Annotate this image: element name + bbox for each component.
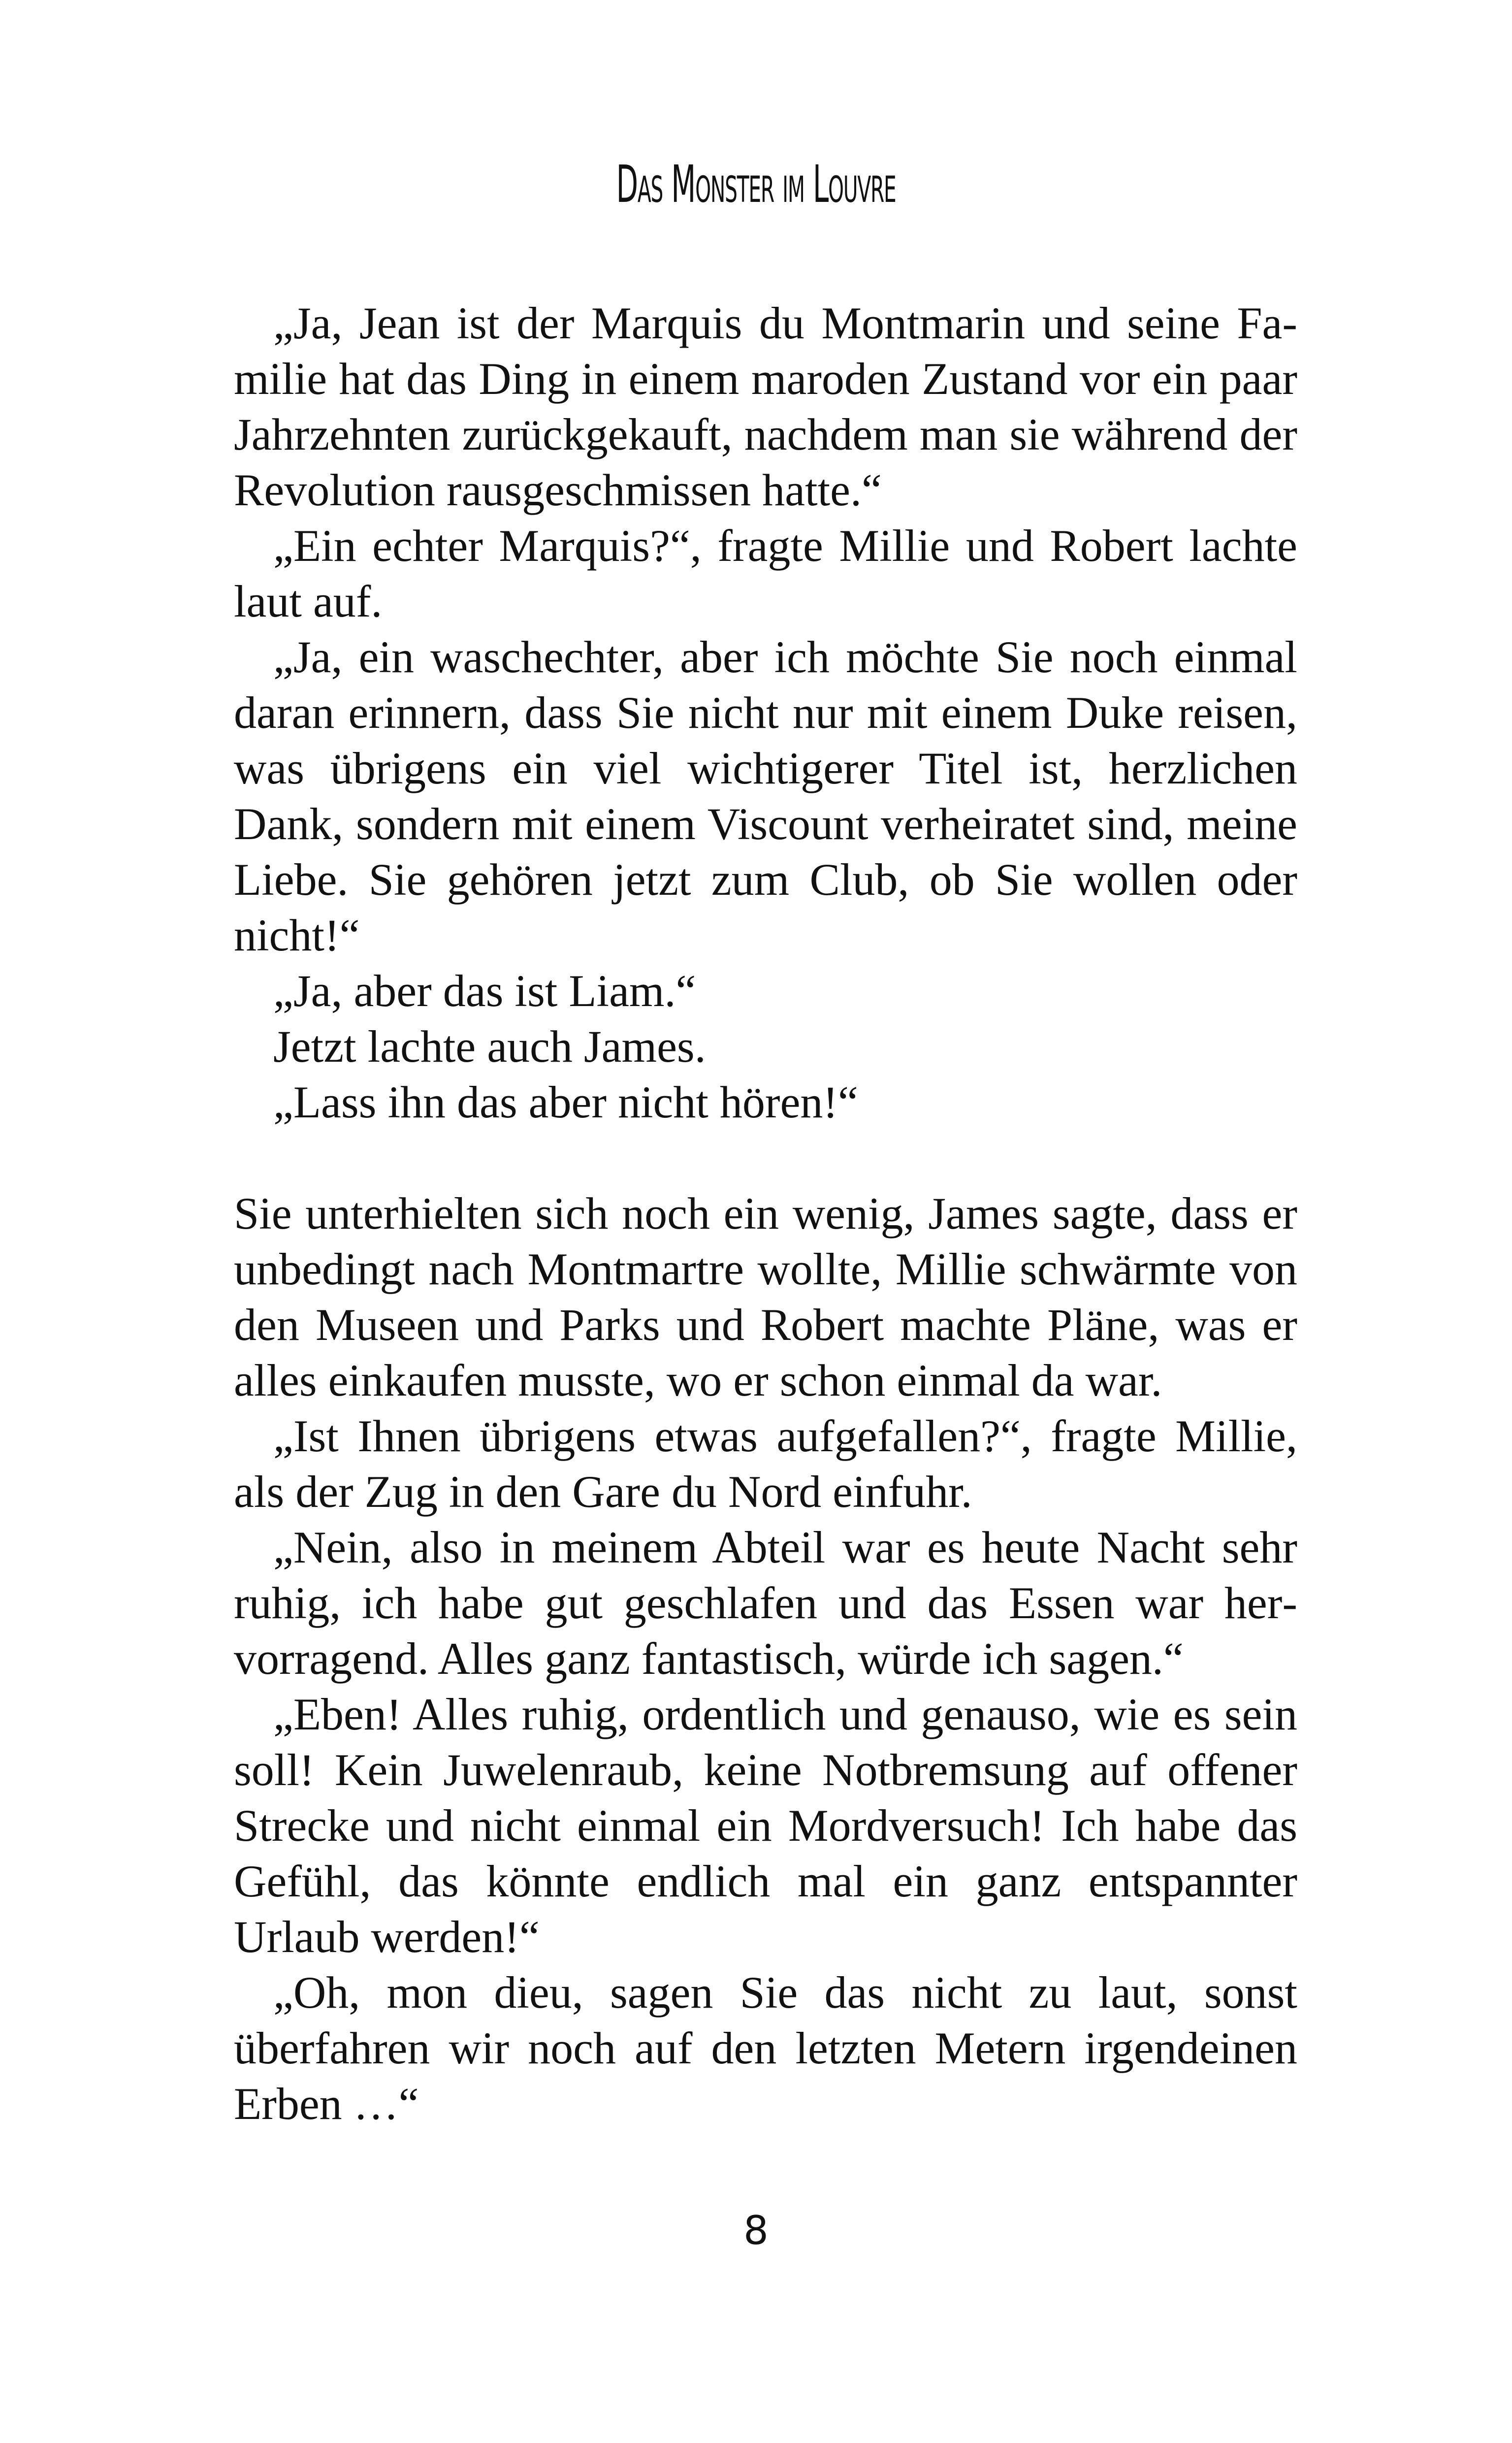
paragraph: „Nein, also in meinem Abteil war es heute Nacht sehr ruhig, ich habe gut geschlafen und das Essen war hervorragend. Alles ganz fantastisch, würde ich sagen.“ (234, 1522, 1297, 1684)
paragraph: „Ein echter Marquis?“, fragte Millie und Robert lachte laut auf. (234, 521, 1297, 626)
paragraph: „Lass ihn das aber nicht hören!“ (273, 1077, 858, 1127)
paragraph: Jetzt lachte auch James. (273, 1021, 706, 1072)
paragraph: Sie unterhielten sich noch ein wenig, James sagte, dass er unbedingt nach Montmartre wollte, Millie schwärmte von den Museen und Parks und Robert machte Pläne, was er alles einkaufen musste, wo er schon einmal da war. (234, 1188, 1297, 1405)
paragraph: „Ja, ein waschechter, aber ich möchte Sie noch einmal daran erinnern, dass Sie nicht nur mit einem Duke reisen, was übrigens ein viel wichtigerer Titel ist, herzlichen Dank, sondern mit einem Viscount verheiratet sind, meine Liebe. Sie gehören jetzt zum Club, ob Sie wollen oder nicht!“ (234, 632, 1297, 960)
paragraph: „Ist Ihnen übrigens etwas aufgefallen?“, fragte Millie, als der Zug in den Gare du Nord einfuhr. (234, 1411, 1297, 1517)
paragraph: „Eben! Alles ruhig, ordentlich und genauso, wie es sein soll! Kein Juwelenraub, keine Notbremsung auf offener Strecke und nicht einmal ein Mordversuch! Ich habe das Gefühl, das könnte endlich mal ein ganz entspannter Urlaub werden!“ (234, 1689, 1297, 1962)
page-number: 8 (743, 2208, 769, 2253)
paragraph: „Oh, mon dieu, sagen Sie das nicht zu laut, sonst überfahren wir noch auf den letzten Metern irgendeinen Erben …“ (234, 1967, 1297, 2129)
paragraph: „Ja, aber das ist Liam.“ (273, 966, 696, 1016)
paragraph: „Ja, Jean ist der Marquis du Montmarin und seine Familie hat das Ding in einem maroden Zustand vor ein paar Jahrzehnten zurückgekauft, nachdem man sie während der Revolution rausgeschmissen hatte.“ (234, 298, 1297, 515)
scene-break (234, 1130, 1297, 1186)
running-title: Das Monster im Louvre (616, 154, 896, 214)
body-text (234, 295, 1297, 2132)
